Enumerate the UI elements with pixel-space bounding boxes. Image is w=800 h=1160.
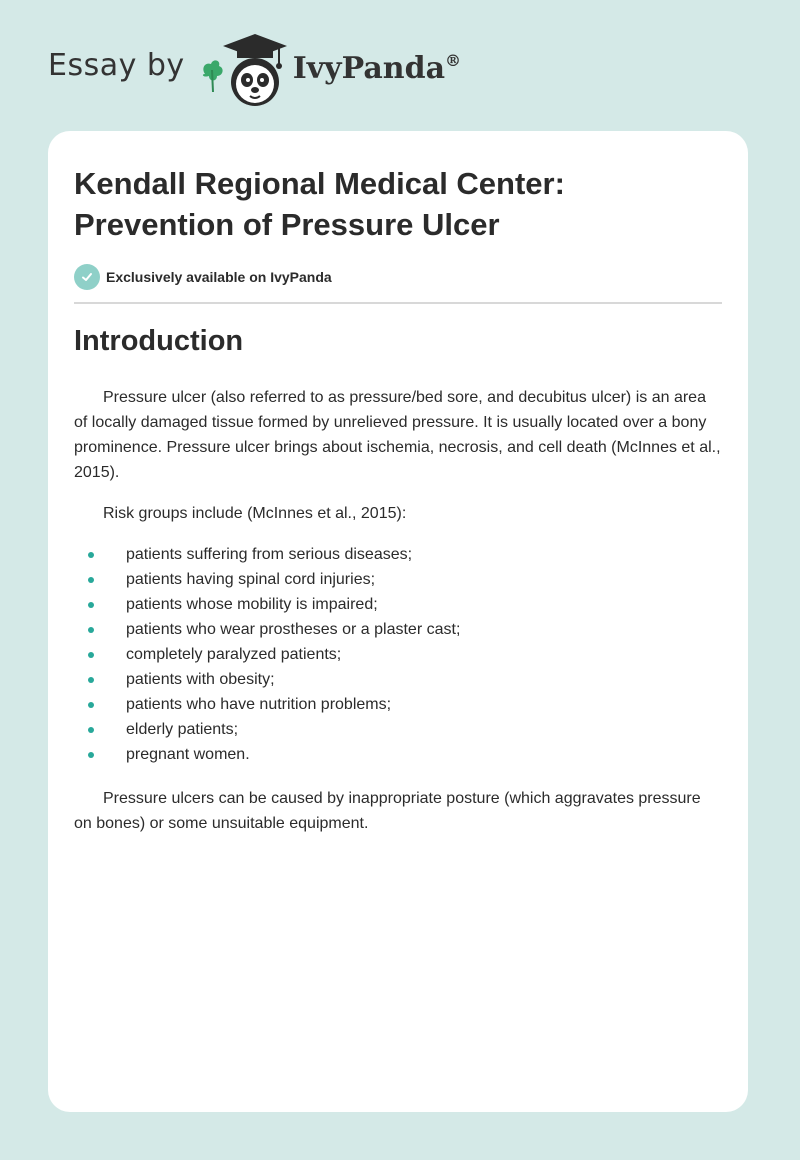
site-header <box>48 30 461 110</box>
exclusive-badge <box>74 264 332 290</box>
check-icon <box>74 264 100 290</box>
list-item: completely paralyzed patients; <box>74 642 722 667</box>
panda-graduate-logo-icon[interactable] <box>199 30 289 110</box>
bullet-dot <box>88 577 94 583</box>
bullet-dot <box>88 677 94 683</box>
paragraph-causes: Pressure ulcers can be caused by inappropriate posture (which aggravates pressure on bones) or some unsuitable equipment. <box>74 790 701 832</box>
ivy-leaf-icon <box>203 60 223 92</box>
paragraph-risk-groups: Risk groups include (McInnes et al., 2015): <box>103 505 407 522</box>
bullet-dot <box>88 552 94 558</box>
bullet-dot <box>88 602 94 608</box>
list-item: patients who wear prostheses or a plaster cast; <box>74 617 722 642</box>
list-item: patients with obesity; <box>74 667 722 692</box>
list-item: patients suffering from serious diseases; <box>74 542 722 567</box>
bullet-dot <box>88 702 94 708</box>
bullet-dot <box>88 727 94 733</box>
essay-by-label: Essay by <box>48 47 185 83</box>
trademark-symbol: ® <box>445 50 462 70</box>
page-title: Kendall Regional Medical Center: Prevention of Pressure Ulcer <box>74 166 565 242</box>
divider <box>74 302 722 304</box>
list-item: elderly patients; <box>74 717 722 742</box>
list-item: patients who have nutrition problems; <box>74 692 722 717</box>
brand-name[interactable]: IvyPanda® <box>292 50 462 86</box>
list-item: patients whose mobility is impaired; <box>74 592 722 617</box>
bullet-dot <box>88 752 94 758</box>
exclusive-label: Exclusively available on IvyPanda <box>106 269 332 285</box>
list-item: pregnant women. <box>74 742 722 767</box>
list-item: patients having spinal cord injuries; <box>74 567 722 592</box>
paragraph-intro: Pressure ulcer (also referred to as pressure/bed sore, and decubitus ulcer) is an area of locally damaged tissue formed by unrelieved pressure. It is usually located over a bony prominence. Pressure ulcer brings about ischemia, necrosis, and cell death (McInnes et al., 2015). <box>74 389 721 481</box>
section-heading-introduction: Introduction <box>74 325 244 357</box>
essay-card <box>48 131 748 1112</box>
bullet-dot <box>88 627 94 633</box>
risk-groups-list <box>74 542 722 767</box>
bullet-dot <box>88 652 94 658</box>
